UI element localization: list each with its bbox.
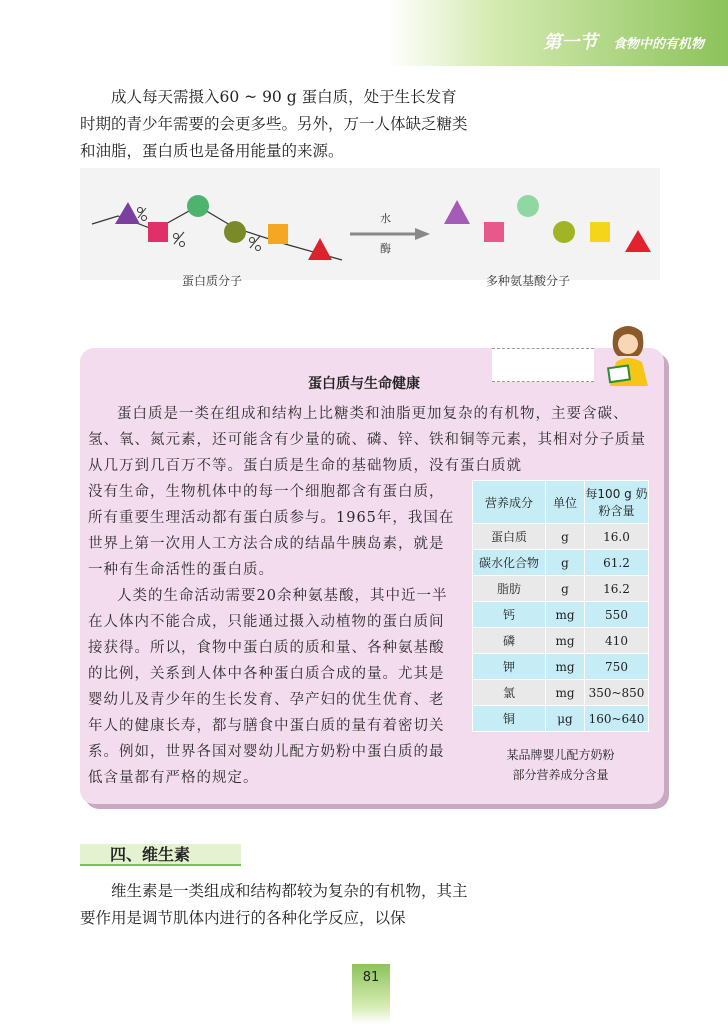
arrow-bottom-label: 酶 bbox=[380, 242, 391, 255]
table-caption-line-1: 某品牌婴儿配方奶粉 bbox=[506, 748, 615, 762]
purple-triangle-shape bbox=[115, 202, 140, 224]
table-cell: mg bbox=[546, 680, 585, 706]
pink-square-shape bbox=[148, 222, 168, 242]
table-cell: mg bbox=[546, 602, 585, 628]
table-cell: 钾 bbox=[473, 654, 546, 680]
table-cell: mg bbox=[546, 654, 585, 680]
table-cell: g bbox=[546, 550, 585, 576]
table-cell: 160~640 bbox=[585, 706, 649, 732]
table-cell: 碳水化合物 bbox=[473, 550, 546, 576]
scissors-icon bbox=[250, 236, 261, 251]
table-cell: 蛋白质 bbox=[473, 524, 546, 550]
table-header-cell: 每100 g 奶粉含量 bbox=[585, 481, 649, 524]
scissors-icon bbox=[138, 208, 147, 221]
section-number: 第一节 bbox=[543, 32, 598, 53]
page-number: 81 bbox=[362, 970, 380, 985]
table-cell: 脂肪 bbox=[473, 576, 546, 602]
table-row bbox=[473, 654, 649, 680]
info-paragraph-2-text: 人类的生命活动需要20余种氨基酸，其中近一半在人体内不能合成，只能通过摄入动植物的蛋白质间接获得。所以，食物中蛋白质的质和量、各种氨基酸的比例，关系到人体中各种蛋白质合成的量。尤其是婴幼儿及青少年的生长发育、孕产妇的优生优育、老年人的健康长寿，都与膳食中蛋白质的量有着密切关系。例如，世界各国对婴幼儿配方奶粉中蛋白质的最低含量都有严格的规定。 bbox=[88, 588, 448, 786]
vitamin-text: 维生素是一类组成和结构都较为复杂的有机物，其主要作用是调节肌体内进行的各种化学反应，以保 bbox=[80, 882, 468, 927]
amino-acid-label: 多种氨基酸分子 bbox=[486, 274, 571, 288]
yellow-square-shape bbox=[590, 222, 610, 242]
olive-circle-shape bbox=[224, 221, 246, 243]
diagram-svg bbox=[80, 168, 660, 280]
nutrition-table bbox=[472, 480, 649, 732]
vitamin-paragraph bbox=[80, 878, 472, 932]
red-triangle-shape bbox=[308, 238, 332, 260]
protein-hydrolysis-diagram bbox=[80, 168, 660, 280]
table-cell: mg bbox=[546, 628, 585, 654]
table-cell: μg bbox=[546, 706, 585, 732]
table-cell: g bbox=[546, 576, 585, 602]
olive-circle-shape bbox=[553, 221, 575, 243]
table-cell: 350~850 bbox=[585, 680, 649, 706]
table-row bbox=[473, 602, 649, 628]
table-cell: 铜 bbox=[473, 706, 546, 732]
table-cell: 钙 bbox=[473, 602, 546, 628]
table-cell: 61.2 bbox=[585, 550, 649, 576]
section-heading bbox=[80, 844, 241, 866]
table-header-cell: 单位 bbox=[546, 481, 585, 524]
table-cell: 磷 bbox=[473, 628, 546, 654]
orange-square-shape bbox=[268, 224, 288, 244]
info-paragraph-1-text: 蛋白质是一类在组成和结构上比糖类和油脂更加复杂的有机物，主要含碳、氢、氧、氮元素，还可能含有少量的硫、磷、锌、铁和铜等元素，其相对分子质量从几万到几百万不等。蛋白质是生命的基础物质，没有蛋白质就 bbox=[88, 406, 646, 474]
page-header bbox=[543, 28, 704, 54]
green-circle-shape bbox=[187, 195, 209, 217]
intro-paragraph bbox=[80, 84, 470, 165]
info-paragraph-2 bbox=[88, 479, 458, 791]
table-cell: 16.0 bbox=[585, 524, 649, 550]
table-row bbox=[473, 576, 649, 602]
intro-text: 成人每天需摄入60 ~ 90 g 蛋白质，处于生长发育时期的青少年需要的会更多些。另外，万一人体缺乏糖类和油脂，蛋白质也是备用能量的来源。 bbox=[80, 88, 468, 160]
purple-triangle-shape bbox=[444, 200, 470, 224]
protein-molecule-label: 蛋白质分子 bbox=[182, 274, 243, 288]
table-cell: 550 bbox=[585, 602, 649, 628]
table-row bbox=[473, 706, 649, 732]
table-caption-line-2: 部分营养成分含量 bbox=[512, 768, 609, 782]
info-box-title: 蛋白质与生命健康 bbox=[308, 376, 420, 392]
info-paragraph-1-cont: 没有生命，生物机体中的每一个细胞都含有蛋白质，所有重要生理活动都有蛋白质参与。1965年，我国在世界上第一次用人工方法合成的结晶牛胰岛素，就是一种有生命活性的蛋白质。 bbox=[88, 484, 455, 578]
table-header-cell: 营养成分 bbox=[473, 481, 546, 524]
arrow-head-icon bbox=[415, 228, 430, 240]
section-heading-text: 四、维生素 bbox=[110, 845, 191, 864]
info-paragraph-1 bbox=[88, 401, 656, 479]
pink-square-shape bbox=[484, 222, 504, 242]
arrow-top-label: 水 bbox=[380, 212, 391, 225]
table-cell: 16.2 bbox=[585, 576, 649, 602]
table-row bbox=[473, 680, 649, 706]
table-cell: 410 bbox=[585, 628, 649, 654]
red-triangle-shape bbox=[625, 230, 651, 252]
scissors-icon bbox=[174, 232, 185, 247]
table-row bbox=[473, 628, 649, 654]
table-cell: g bbox=[546, 524, 585, 550]
table-cell: 750 bbox=[585, 654, 649, 680]
section-subtitle: 食物中的有机物 bbox=[612, 37, 704, 52]
table-cell: 氯 bbox=[473, 680, 546, 706]
table-row bbox=[473, 524, 649, 550]
table-header-row bbox=[473, 481, 649, 524]
green-circle-shape bbox=[517, 195, 539, 217]
table-row bbox=[473, 550, 649, 576]
